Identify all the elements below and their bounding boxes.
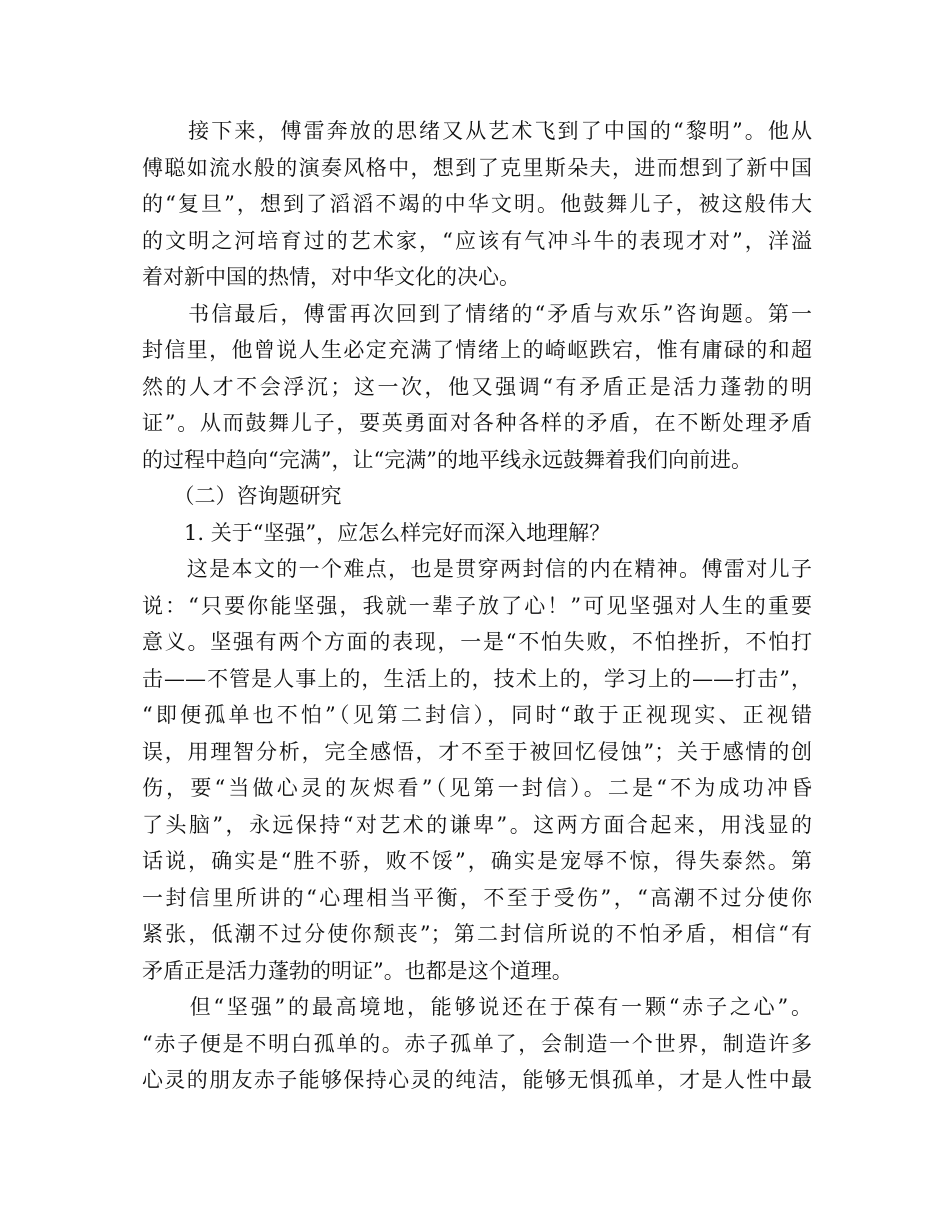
text-line: 误，用理智分析，完全感悟，才不至于被回忆侵蚀”；关于感情的创 <box>142 739 812 764</box>
document-page <box>142 113 812 1099</box>
text-line: “即便孤单也不怕”（见第二封信），同时“敢于正视现实、正视错 <box>142 703 812 727</box>
text-line: 的“复旦”，想到了滔滔不竭的中华文明。他鼓舞儿子，被这般伟大 <box>142 192 812 216</box>
text-line: 说：“只要你能坚强，我就一辈子放了心！”可见坚强对人生的重要 <box>142 593 812 618</box>
text-line: 意义。坚强有两个方面的表现，一是“不怕失败，不怕挫折，不怕打 <box>142 630 812 654</box>
section-heading: （二）咨询题研究 <box>142 484 342 508</box>
text-line: 书信最后，傅雷再次回到了情绪的“矛盾与欢乐”咨询题。第一 <box>142 301 812 326</box>
text-line: 伤，要“当做心灵的灰烬看”（见第一封信）。二是“不为成功冲昏 <box>142 776 812 800</box>
text-line: 着对新中国的热情，对中华文化的决心。 <box>142 265 520 289</box>
text-line: 矛盾正是活力蓬勃的明证”。也都是这个道理。 <box>142 958 573 983</box>
text-line: 证”。从而鼓舞儿子，要英勇面对各种各样的矛盾，在不断处理矛盾 <box>142 411 812 435</box>
text-line: 然的人才不会浮沉；这一次，他又强调“有矛盾正是活力蓬勃的明 <box>142 374 812 399</box>
text-line: 紧张，低潮不过分使你颓丧”；第二封信所说的不怕矛盾，相信“有 <box>142 922 812 946</box>
text-line: 击——不管是人事上的，生活上的，技术上的，学习上的——打击”， <box>142 666 812 691</box>
text-line: 的文明之河培育过的艺术家，“应该有气冲斗牛的表现才对”，洋溢 <box>142 228 812 253</box>
text-line: 了头脑”，永远保持“对艺术的谦卑”。这两方面合起来，用浅显的 <box>142 812 812 837</box>
text-line: 封信里，他曾说人生必定充满了情绪上的崎岖跌宕，惟有庸碌的和超 <box>142 338 812 362</box>
text-line: 傅聪如流水般的演奏风格中，想到了克里斯朵夫，进而想到了新中国 <box>142 155 812 180</box>
question-heading: 1. 关于“坚强”，应怎么样完好而深入地理解？ <box>142 520 611 545</box>
text-line: 的过程中趋向“完满”，让“完满”的地平线永远鼓舞着我们向前进。 <box>142 447 752 472</box>
text-line: 一封信里所讲的“心理相当平衡，不至于受伤”，“高潮不过分使你 <box>142 885 812 910</box>
text-line: 这是本文的一个难点，也是贯穿两封信的内在精神。傅雷对儿子 <box>142 557 812 581</box>
text-line: 话说，确实是“胜不骄，败不馁”，确实是宠辱不惊，得失泰然。第 <box>142 849 812 873</box>
text-line: 但“坚强”的最高境地，能够说还在于葆有一颗“赤子之心”。 <box>142 995 812 1019</box>
text-line: “赤子便是不明白孤单的。赤子孤单了，会制造一个世界，制造许多 <box>142 1031 812 1056</box>
text-line: 心灵的朋友赤子能够保持心灵的纯洁，能够无惧孤单，才是人性中最 <box>142 1068 812 1092</box>
text-line: 接下来，傅雷奔放的思绪又从艺术飞到了中国的“黎明”。他从 <box>142 119 812 143</box>
